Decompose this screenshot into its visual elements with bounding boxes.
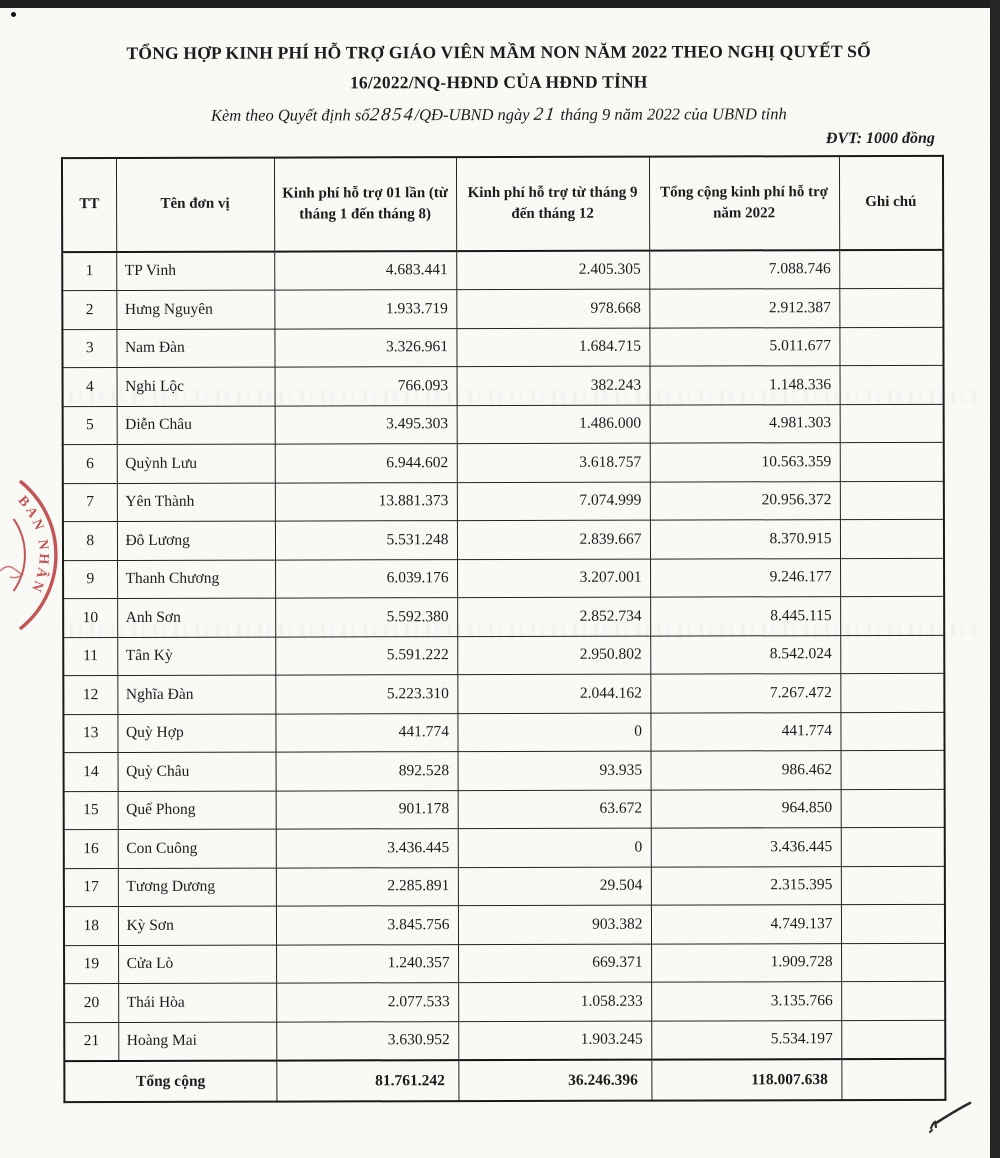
cell-fund-sep-dec: 382.243 (457, 366, 650, 405)
document-title (0, 37, 999, 99)
cell-unit-name: Cửa Lò (118, 945, 276, 984)
cell-unit-name: Nghi Lộc (117, 367, 275, 406)
cell-fund-jan-aug: 5.531.248 (275, 521, 457, 560)
cell-unit-name: Nam Đàn (116, 329, 274, 368)
cell-fund-sep-dec: 0 (458, 828, 651, 867)
table-row (63, 673, 944, 714)
cell-fund-jan-aug: 3.630.952 (276, 1021, 458, 1060)
funding-table (61, 154, 946, 1103)
table-row (64, 1020, 945, 1061)
cell-total-2022: 2.912.387 (649, 289, 839, 328)
table-row (63, 596, 944, 637)
cell-fund-jan-aug: 901.178 (276, 790, 458, 829)
cell-unit-name: Nghĩa Đàn (117, 675, 275, 714)
cell-total-2022: 3.135.766 (651, 982, 841, 1021)
total-row (64, 1059, 945, 1102)
cell-tt: 13 (63, 714, 117, 753)
stamp-signature-squiggle (0, 567, 22, 578)
table-row (64, 866, 945, 907)
table-row (63, 365, 944, 406)
table-row (63, 558, 944, 599)
header-row (62, 155, 943, 251)
cell-note (840, 519, 944, 558)
cell-unit-name: Đô Lương (117, 521, 275, 560)
table-header (62, 155, 943, 251)
cell-fund-sep-dec: 2.950.802 (457, 636, 650, 675)
cell-fund-sep-dec: 2.044.162 (457, 674, 650, 713)
scan-edge-right (990, 0, 1000, 1158)
table-row (63, 519, 944, 560)
cell-fund-sep-dec: 1.486.000 (457, 405, 650, 444)
cell-note (839, 327, 943, 366)
cell-tt: 19 (64, 945, 118, 984)
cell-fund-jan-aug: 6.944.602 (275, 444, 457, 483)
cell-unit-name: Hoàng Mai (118, 1022, 276, 1061)
cell-fund-jan-aug: 2.077.533 (276, 983, 458, 1022)
cell-fund-sep-dec: 2.405.305 (456, 250, 649, 290)
table-row (64, 750, 945, 791)
cell-fund-jan-aug: 2.285.891 (276, 867, 458, 906)
total-label: Tổng cộng (64, 1061, 276, 1103)
subtitle-suffix: tháng 9 năm 2022 của UBND tỉnh (560, 103, 787, 124)
header-tt: TT (62, 158, 116, 252)
table-row (64, 827, 945, 868)
cell-fund-jan-aug: 4.683.441 (274, 251, 456, 290)
cell-tt: 12 (63, 676, 117, 715)
stamp-text: BAN NHÂN (14, 493, 51, 597)
cell-unit-name: Con Cuông (118, 829, 276, 868)
cell-fund-jan-aug: 13.881.373 (275, 482, 457, 521)
total-2022: 118.007.638 (651, 1059, 841, 1100)
cell-tt: 9 (63, 560, 117, 599)
cell-tt: 3 (62, 329, 116, 368)
cell-note (840, 558, 944, 597)
cell-note (840, 442, 944, 481)
cell-note (841, 827, 945, 866)
day-handwritten: 21 (532, 104, 558, 125)
scan-edge-top (0, 0, 1000, 8)
document-subtitle (0, 103, 999, 127)
cell-fund-sep-dec: 1.903.245 (458, 1021, 651, 1061)
unit-note: ĐVT: 1000 đồng (825, 129, 935, 147)
cell-total-2022: 8.542.024 (650, 635, 840, 674)
cell-unit-name: Quỳnh Lưu (117, 444, 275, 483)
cell-tt: 1 (62, 252, 116, 291)
cell-total-2022: 986.462 (651, 751, 841, 790)
cell-total-2022: 5.534.197 (651, 1020, 841, 1059)
cell-tt: 21 (64, 1022, 118, 1061)
cell-unit-name: Hưng Nguyên (116, 290, 274, 329)
cell-fund-sep-dec: 903.382 (458, 905, 651, 944)
table-row (64, 904, 945, 945)
cell-fund-sep-dec: 3.207.001 (457, 559, 650, 598)
cell-note (841, 981, 945, 1020)
cell-note (840, 404, 944, 443)
cell-unit-name: Tương Dương (118, 868, 276, 907)
cell-total-2022: 1.148.336 (650, 366, 840, 405)
cell-fund-jan-aug: 1.933.719 (274, 290, 456, 329)
cell-total-2022: 4.749.137 (651, 905, 841, 944)
cell-unit-name: Quỳ Châu (118, 752, 276, 791)
cell-note (840, 481, 944, 520)
cell-total-2022: 7.267.472 (650, 674, 840, 713)
cell-fund-sep-dec: 1.058.233 (458, 982, 651, 1021)
total-fund-sep-dec: 36.246.396 (458, 1060, 651, 1102)
cell-total-2022: 441.774 (650, 712, 840, 751)
header-total-2022: Tổng cộng kinh phí hỗ trợ năm 2022 (649, 156, 839, 250)
cell-fund-jan-aug: 441.774 (275, 713, 457, 752)
cell-tt: 8 (63, 522, 117, 561)
document-header (0, 0, 999, 150)
pen-check-mark (918, 1090, 980, 1138)
cell-unit-name: Quế Phong (118, 791, 276, 830)
subtitle-prefix: Kèm theo Quyết định số (210, 104, 370, 125)
cell-fund-sep-dec: 1.684.715 (456, 328, 649, 367)
cell-note (841, 789, 945, 828)
cell-fund-jan-aug: 3.436.445 (276, 829, 458, 868)
cell-note (840, 365, 944, 404)
cell-total-2022: 9.246.177 (650, 558, 840, 597)
cell-note (841, 750, 945, 789)
total-fund-jan-aug: 81.761.242 (276, 1060, 458, 1101)
cell-fund-jan-aug: 6.039.176 (275, 559, 457, 598)
cell-unit-name: Tân Kỳ (117, 637, 275, 676)
cell-unit-name: Thái Hòa (118, 983, 276, 1022)
cell-tt: 6 (63, 445, 117, 484)
cell-tt: 17 (64, 868, 118, 907)
cell-tt: 16 (64, 830, 118, 869)
cell-fund-jan-aug: 3.845.756 (276, 906, 458, 945)
table-row (63, 712, 944, 753)
cell-unit-name: TP Vinh (116, 251, 274, 290)
cell-unit-name: Quỳ Hợp (117, 714, 275, 753)
cell-fund-jan-aug: 3.326.961 (274, 328, 456, 367)
cell-tt: 14 (64, 753, 118, 792)
cell-fund-jan-aug: 766.093 (275, 367, 457, 406)
cell-unit-name: Kỳ Sơn (118, 906, 276, 945)
cell-unit-name: Yên Thành (117, 483, 275, 522)
cell-note (840, 712, 944, 751)
header-note: Ghi chú (839, 155, 943, 249)
cell-note (839, 288, 943, 327)
document-title-line1: TỔNG HỢP KINH PHÍ HỖ TRỢ GIÁO VIÊN MẦM NON NĂM 2022 THEO NGHỊ QUYẾT SỐ (126, 41, 871, 63)
cell-total-2022: 4.981.303 (650, 404, 840, 443)
header-fund-jan-aug: Kinh phí hỗ trợ 01 lần (từ tháng 1 đến tháng 8) (274, 157, 456, 251)
cell-total-2022: 8.370.915 (650, 520, 840, 559)
red-official-stamp (0, 455, 70, 660)
document-title-line2: 16/2022/NQ-HĐND CỦA HĐND TỈNH (349, 71, 648, 93)
cell-fund-jan-aug: 5.223.310 (275, 675, 457, 714)
cell-fund-sep-dec: 669.371 (458, 944, 651, 983)
cell-fund-sep-dec: 63.672 (458, 790, 651, 829)
cell-note (841, 943, 945, 982)
cell-fund-sep-dec: 7.074.999 (457, 482, 650, 521)
cell-fund-sep-dec: 0 (457, 713, 650, 752)
cell-tt: 15 (64, 791, 118, 830)
cell-note (839, 249, 943, 288)
cell-unit-name: Thanh Chương (117, 560, 275, 599)
subtitle-mid: /QĐ-UBND ngày (414, 104, 530, 124)
cell-total-2022: 964.850 (651, 789, 841, 828)
cell-total-2022: 7.088.746 (649, 250, 839, 289)
cell-tt: 20 (64, 984, 118, 1023)
cell-tt: 4 (63, 368, 117, 407)
cell-total-2022: 20.956.372 (650, 481, 840, 520)
cell-fund-sep-dec: 978.668 (456, 289, 649, 328)
cell-total-2022: 8.445.115 (650, 597, 840, 636)
cell-note (841, 1020, 945, 1059)
table-body (62, 249, 945, 1061)
cell-note (841, 904, 945, 943)
stamp-inner-ring (14, 519, 25, 591)
cell-fund-sep-dec: 29.504 (458, 867, 651, 906)
header-fund-sep-dec: Kinh phí hỗ trợ từ tháng 9 đến tháng 12 (456, 156, 649, 251)
cell-fund-sep-dec: 2.852.734 (457, 597, 650, 636)
cell-fund-sep-dec: 93.935 (458, 751, 651, 790)
cell-total-2022: 10.563.359 (650, 443, 840, 482)
cell-fund-jan-aug: 5.592.380 (275, 598, 457, 637)
cell-tt: 11 (63, 637, 117, 676)
cell-tt: 18 (64, 907, 118, 946)
table-row (62, 249, 943, 290)
cell-tt: 10 (63, 599, 117, 638)
table-row (64, 981, 945, 1022)
cell-unit-name: Anh Sơn (117, 598, 275, 637)
table-row (62, 327, 943, 368)
cell-tt: 5 (63, 406, 117, 445)
cell-fund-jan-aug: 5.591.222 (275, 636, 457, 675)
cell-total-2022: 5.011.677 (649, 327, 839, 366)
cell-fund-jan-aug: 1.240.357 (276, 944, 458, 983)
cell-note (840, 673, 944, 712)
table-row (62, 288, 943, 329)
table-row (63, 481, 944, 522)
cell-fund-jan-aug: 892.528 (276, 752, 458, 791)
cell-tt: 2 (62, 291, 116, 330)
cell-note (841, 866, 945, 905)
cell-note (840, 635, 944, 674)
cell-total-2022: 2.315.395 (651, 866, 841, 905)
table-row (63, 442, 944, 483)
cell-total-2022: 3.436.445 (651, 828, 841, 867)
table-row (63, 635, 944, 676)
table-row (64, 943, 945, 984)
cell-unit-name: Diễn Châu (117, 406, 275, 445)
cell-fund-sep-dec: 2.839.667 (457, 520, 650, 559)
table-row (64, 789, 945, 830)
table-footer (64, 1059, 945, 1102)
header-unit-name: Tên đơn vị (116, 157, 274, 251)
cell-tt: 7 (63, 483, 117, 522)
decision-number-handwritten: 2854 (368, 104, 416, 125)
cell-total-2022: 1.909.728 (651, 943, 841, 982)
cell-fund-sep-dec: 3.618.757 (457, 443, 650, 482)
table-row (63, 404, 944, 445)
cell-fund-jan-aug: 3.495.303 (275, 405, 457, 444)
cell-note (840, 596, 944, 635)
